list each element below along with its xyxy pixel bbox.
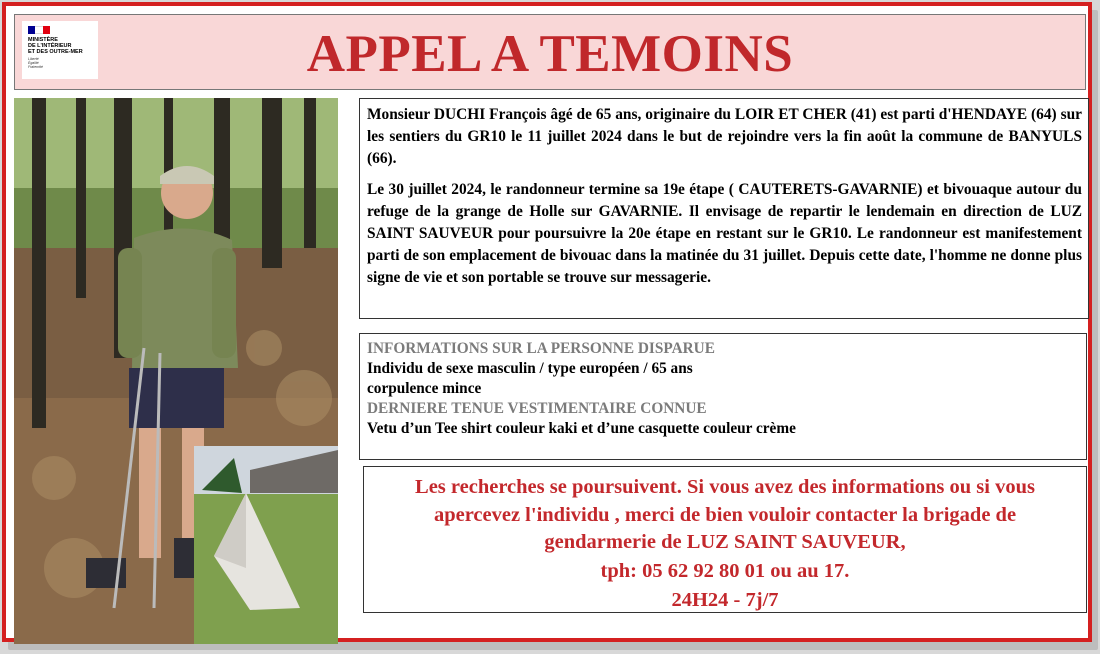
contact-line-1: Les recherches se poursuivent. Si vous avez des informations ou si vous xyxy=(415,476,1035,498)
poster-frame xyxy=(2,2,1092,642)
contact-hours: 24H24 - 7j/7 xyxy=(671,588,779,611)
contact-box xyxy=(363,466,1087,613)
contact-line-2: apercevez l'individu , merci de bien vouloir contacter la brigade de xyxy=(433,503,1017,526)
contact-line-3: gendarmerie de LUZ SAINT SAUVEUR, xyxy=(544,531,906,553)
logo-motto-1: Liberté xyxy=(28,57,39,61)
contact-phone: tph: 05 62 92 80 01 ou au 17. xyxy=(600,559,850,582)
narrative-paragraph-2: Le 30 juillet 2024, le randonneur termine sa 19e étape ( CAUTERETS-GAVARNIE) et bivouaque autour du refuge de la grange de Holle sur GAVARNIE. Il envisage de repartir le lendemain en direction de LUZ SAINT SAUVEUR pour poursuivre la 20e étape en restant sur le GR10. Le randonneur est manifestement parti de son emplacement de bivouac dans la matinée du 31 juillet. Depuis cette date, l'homme ne donne plus signe de vie et son portable se trouve sur messagerie. xyxy=(367,181,1082,286)
logo-line-3: ET DES OUTRE-MER xyxy=(28,49,83,55)
info-line-clothing: Vetu d’un Tee shirt couleur kaki et d’une casquette couleur crème xyxy=(367,420,796,437)
poster-header xyxy=(14,14,1086,90)
logo-line-2: DE L'INTÉRIEUR xyxy=(28,43,72,49)
info-heading-clothing: DERNIERE TENUE VESTIMENTAIRE CONNUE xyxy=(367,400,707,417)
narrative-box xyxy=(359,98,1089,319)
poster-title: APPEL A TEMOINS xyxy=(306,25,794,83)
missing-person-photo xyxy=(14,98,338,644)
logo-motto-2: Égalité xyxy=(28,61,39,65)
narrative-paragraph-1: Monsieur DUCHI François âgé de 65 ans, originaire du LOIR ET CHER (41) est parti d'HENDAYE (64) sur les sentiers du GR10 le 11 juillet 2024 dans le but de rejoindre vers la fin août la commune de BANYULS (66). xyxy=(367,106,1082,167)
description-box xyxy=(359,333,1087,460)
info-heading-person: INFORMATIONS SUR LA PERSONNE DISPARUE xyxy=(367,340,715,357)
logo-motto-3: Fraternité xyxy=(28,65,43,69)
info-line-build: corpulence mince xyxy=(367,380,482,397)
info-line-sex-age: Individu de sexe masculin / type européen / 65 ans xyxy=(367,360,693,377)
logo-line-1: MINISTÈRE xyxy=(28,37,58,43)
